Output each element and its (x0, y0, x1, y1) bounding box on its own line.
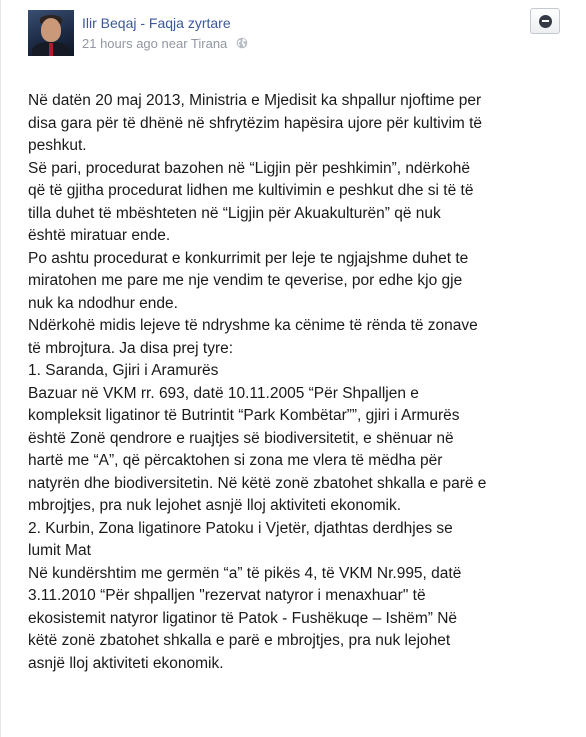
avatar-tie (49, 43, 53, 56)
post-text-line: hartë me “A”, që përcaktohen si zona me vlera të mëdha për (28, 452, 443, 469)
post-timestamp[interactable]: 21 hours ago (82, 36, 158, 51)
post-text-line: Po ashtu procedurat e konkurrimit per leje te ngjajshme duhet te (28, 249, 469, 267)
post-options-button[interactable] (530, 8, 560, 34)
globe-icon[interactable] (236, 37, 248, 49)
post-text-line: asnjë lloj aktiviteti ekonomik. (28, 654, 224, 672)
minus-circle-icon (539, 15, 552, 28)
post-text-line: Ndërkohë midis lejeve të ndryshme ka cënime të rënda të zonave (28, 317, 478, 334)
post-text-line: 2. Kurbin, Zona ligatinore Patoku i Vjetër, djathtas derdhjes se (28, 519, 453, 537)
post-text-line: është Zonë qendrore e ruajtjes së biodiversitetit, e shënuar në (28, 429, 454, 447)
post-text-line: lumit Mat (28, 542, 91, 559)
post-text-line: disa gara për të dhënë në shfrytëzim hapësira ujore për kultivim të (28, 114, 483, 132)
post-text-line: Së pari, procedurat bazohen në “Ligjin për peshkimin”, ndërkohë (28, 159, 471, 177)
post-text-line: nuk ka ndodhur ende. (28, 294, 178, 312)
avatar[interactable] (28, 10, 74, 56)
post-text-line: është miratuar ende. (28, 227, 171, 244)
post-body (28, 90, 584, 675)
post-text-line: të mbrojtura. Ja disa prej tyre: (28, 339, 234, 357)
post-text-line: Në datën 20 maj 2013, Ministria e Mjedisit ka shpallur njoftime per (28, 92, 482, 109)
post-text-line: miratohen me pare me nje vendim te qeverise, por edhe kjo gje (28, 272, 463, 289)
post-text-line: Bazuar në VKM rr. 693, datë 10.11.2005 “Për Shpalljen e (28, 384, 419, 402)
post-text-line: 3.11.2010 “Për shpalljen "rezervat natyror i menaxhuar" të (28, 587, 426, 604)
post-text-line: ekosistemit natyror ligatinor të Patok - Fushëkuqe – Ishëm” Në (28, 609, 458, 627)
post-text-line: Në kundërshtim me germën “a” të pikës 4, të VKM Nr.995, datë (28, 564, 462, 582)
author-name[interactable]: Ilir Beqaj - Faqja zyrtare (82, 15, 231, 31)
post-text-line: këtë zonë zbatohet shkalla e parë e mbrojtjes, pra nuk lejohet (28, 632, 451, 649)
post-text-line: tilla duhet të mbështeten në “Ligjin për Akuakulturën” që nuk (28, 204, 441, 222)
post-location[interactable]: Tirana (190, 36, 228, 51)
post-text-line: natyrën dhe biodiversitetin. Në këtë zonë zbatohet shkalla e parë e (28, 474, 487, 492)
post-text-line: që të gjitha procedurat lidhen me kultivimin e peshkut dhe si të të (28, 182, 474, 199)
location-prefix: near (157, 36, 191, 51)
post-text-line: 1. Saranda, Gjiri i Aramurës (28, 362, 219, 379)
post-text-line: peshkut. (28, 137, 87, 154)
post-meta (82, 36, 248, 51)
avatar-face (41, 18, 61, 42)
post-text-line: mbrojtjes, pra nuk lejohet asnjë lloj aktiviteti ekonomik. (28, 497, 402, 514)
post-text-line: kompleksit ligatinor të Butrintit “Park Kombëtar””, gjiri i Armurës (28, 407, 460, 424)
